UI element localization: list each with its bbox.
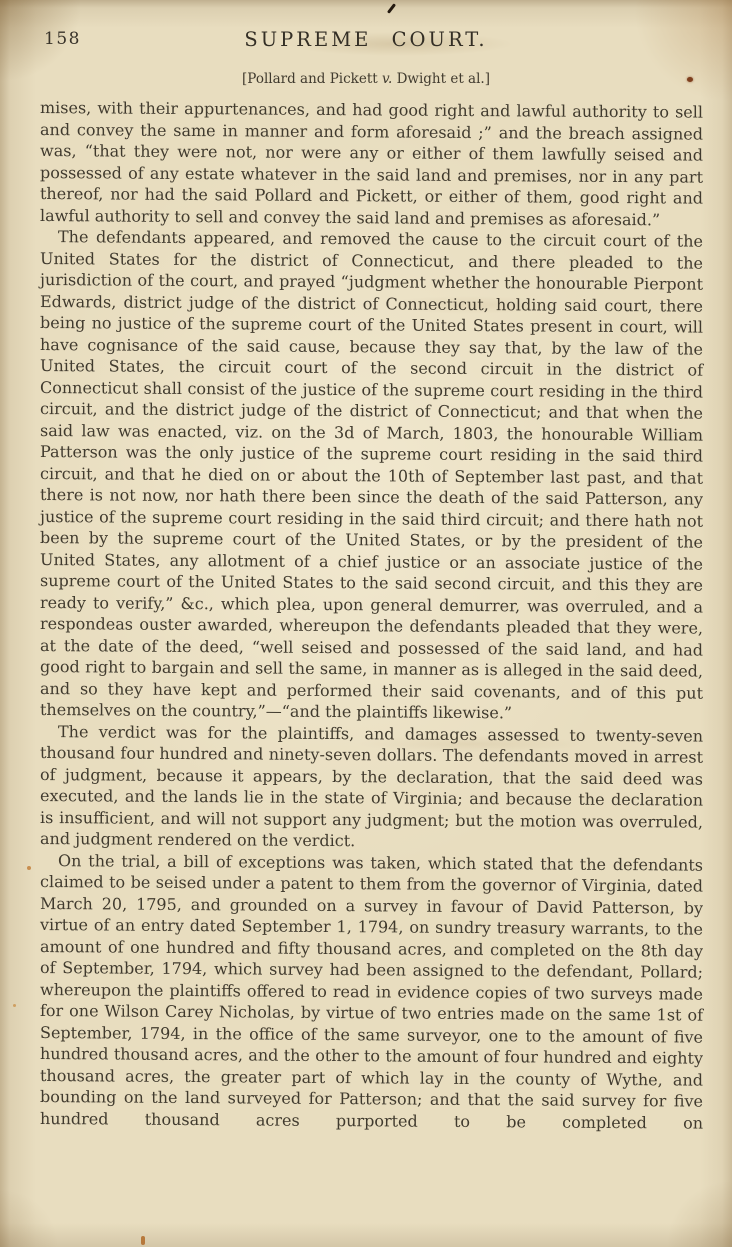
paragraph-defendants-plea: The defendants appeared, and removed the cause to the circuit court of the United States for the district of Connecticut, and there pleaded to the jurisdiction of the court, and prayed “judgment whether the honourable Pierpont Edwards, district judge of the district of Connecticut, holding said court, there being no justice of the supreme court of the United States present in court, will have cognisance of the said cause, because they say that, by the law of the United States, the circuit court of the second circuit in the district of Connecticut shall consist of the justice of the supreme court residing in the third circuit, and the district judge of the district of Connecticut; and that when the said law was enacted, viz. on the 3d of March, 1803, the honourable William Patterson was the only justice of the supreme court residing in the said third circuit, and that he died on or about the 10th of September last past, and that there is not now, nor hath there been since the death of the said Patterson, any justice of the supreme court residing in the said third circuit; and there hath not been by the supreme court of the United States, or by the president of the United States, any allotment of a chief justice or an associate justice of the supreme court of the United States to the said second circuit, and this they are ready to verify,” &c., which plea, upon general demurrer, was overruled, and a respondeas ouster awarded, whereupon the defendants pleaded that they were, at the date of the deed, “well seised and possessed of the said land, and had good right to bargain and sell the same, in manner as is alleged in the said deed, and so they have kept and performed their said covenants, and of this put themselves on the country,”—“and the plaintiffs likewise.”	[40, 227, 703, 723]
foxing-speck-left-2	[13, 1004, 16, 1007]
opinion-body-text	[40, 97, 703, 1134]
case-caption	[0, 71, 732, 87]
paragraph-continuation: mises, with their appurtenances, and had good right and lawful authority to sell and convey the same in manner and form aforesaid ;” and the breach assigned was, “that they were not, nor were any or either of them lawfully seised and possessed of any estate whatever in the said land and premises, nor in any part thereof, nor had the said Pollard and Pickett, or either of them, good right and lawful authority to sell and convey the said land and premises as aforesaid.”	[40, 98, 703, 229]
case-caption-parties-left: [Pollard and Pickett	[242, 71, 382, 87]
ink-tick-mark	[387, 3, 396, 14]
paragraph-verdict: The verdict was for the plaintiffs, and damages assessed to twenty-seven thousand four hundred and ninety-seven dollars. The defendants moved in arrest of judgment, because it appears, by the declaration, that the said deed was executed, and the lands lie in the state of Virginia; and because the declaration is insufficient, and will not support any judgment; but the motion was overruled, and judgment rendered on the verdict.	[40, 721, 703, 851]
running-head-title: SUPREME COURT.	[244, 28, 488, 51]
paragraph-bill-of-exceptions: On the trial, a bill of exceptions was taken, which stated that the defendants claimed to be seised under a patent to them from the governor of Virginia, dated March 20, 1795, and grounded on a survey in favour of David Patterson, by virtue of an entry dated September 1, 1794, on sundry treasury warrants, to the amount of one hundred and fifty thousand acres, and completed on the 8th day of September, 1794, which survey had been assigned to the defendant, Pollard; whereupon the plaintiffs offered to read in evidence copies of two surveys made for one Wilson Carey Nicholas, by virtue of two entries made on the same 1st of September, 1794, in the office of the same surveyor, one to the amount of five hundred thousand acres, and the other to the amount of four hundred and eighty thousand acres, the greater part of which lay in the county of Wythe, and bounding on the land surveyed for Patterson; and that the said survey for five hundred thousand acres purported to be completed on	[40, 850, 703, 1133]
page-number: 158	[44, 29, 81, 49]
case-caption-parties-right: Dwight et al.]	[392, 71, 490, 87]
foxing-speck-bottom	[141, 1236, 145, 1245]
case-caption-versus: v.	[381, 71, 393, 87]
foxing-speck-left-1	[27, 866, 31, 870]
